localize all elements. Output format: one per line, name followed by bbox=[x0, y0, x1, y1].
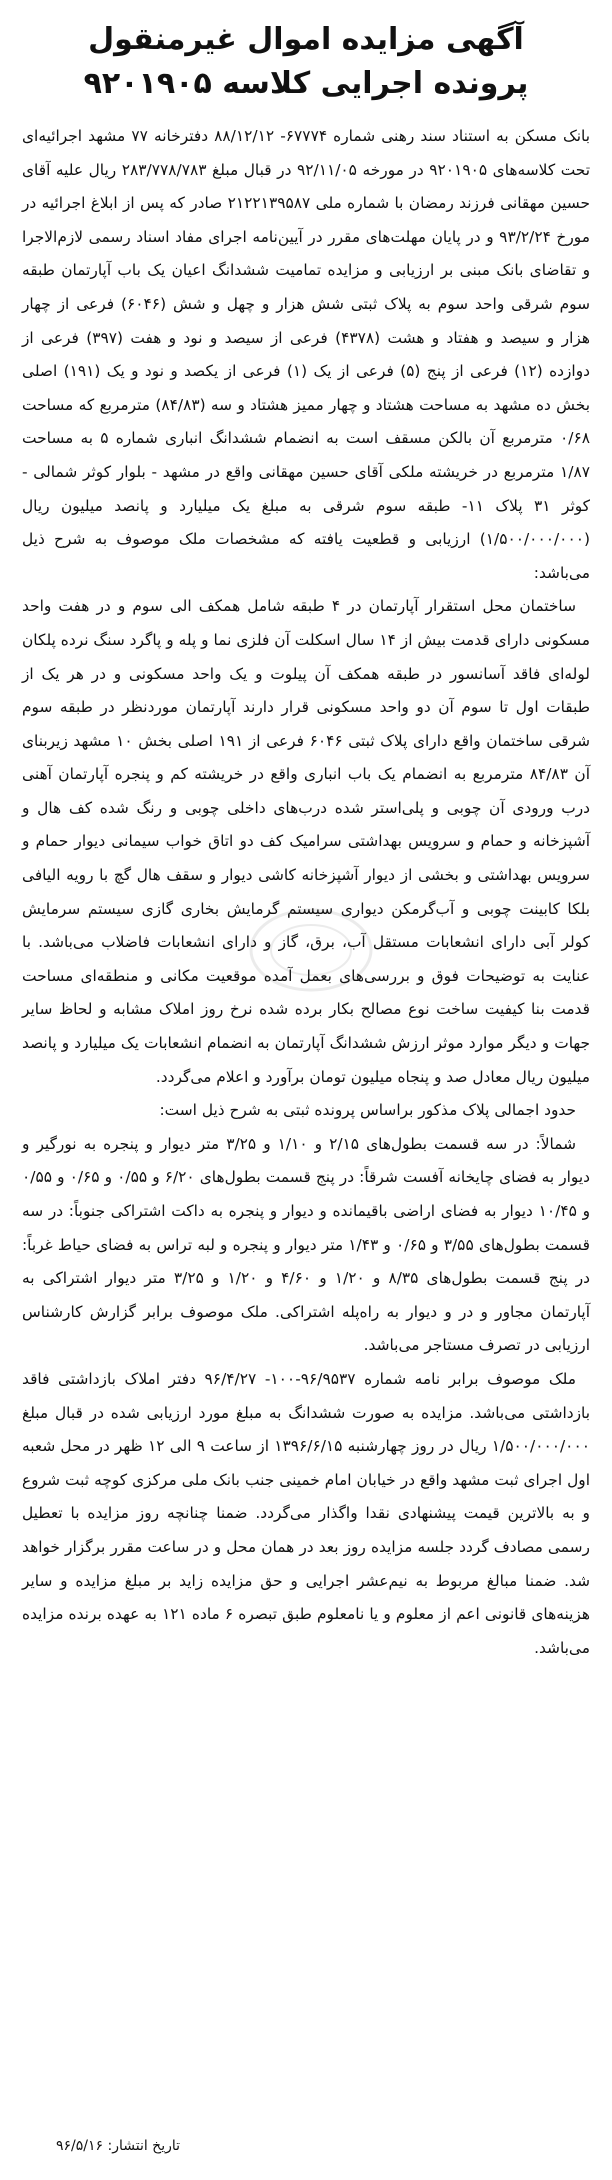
paragraph-boundaries-heading: حدود اجمالی پلاک مذکور براساس پرونده ثبتی به شرح ذیل است: bbox=[159, 1101, 576, 1120]
paragraph-building-description: ساختمان محل استقرار آپارتمان در ۴ طبقه شامل همکف الی سوم و در هفت واحد مسکونی دارای قدمت بیش از ۱۴ سال اسکلت آن فلزی نما و پله و پاگرد سنگ نرده پلکان لوله‌ای فاقد آسانسور در طبقه همکف آن پیلوت و یک واحد مسکونی و در هر یک از طبقات اول تا سوم آن دو واحد مسکونی قرار دارند آپارتمان موردنظر در طبقه سوم شرقی ساختمان واقع دارای پلاک ثبتی ۶۰۴۶ فرعی از ۱۹۱ اصلی بخش ۱۰ مشهد زیربنای آن ۸۴/۸۳ مترمربع به انضمام یک باب انباری واقع در خریشته کم و پنجره آپارتمان آهنی درب ورودی آن چوبی و پلی‌استر شده درب‌های داخلی چوبی و رنگ شده کف هال و آشپزخانه و حمام و سرویس بهداشتی سرامیک کف دو اتاق خواب سیمانی دیوار حمام و سرویس بهداشتی و بخشی از دیوار آشپزخانه کاشی دیوار و سقف هال گچ با رویه الیافی بلکا کابینت چوبی و آب‌گرمکن دیواری سیستم گرمایش بخاری گازی سیستم سرمایش کولر آبی دارای انشعابات مستقل آب، برق، گاز و دارای انشعابات فاضلاب می‌باشد. با عنایت به توضیحات فوق و بررسی‌های بعمل آمده موقعیت مکانی و منطقه‌ای مساحت قدمت بنا کیفیت ساخت نوع مصالح بکار برده شده نرخ روز املاک مشابه و لحاظ سایر جهات و دیگر موارد موثر ارزش ششدانگ آپارتمان به انضمام انشعابات یک میلیارد و پانصد میلیون ریال معادل صد و پنجاه میلیون تومان برآورد و اعلام می‌گردد. bbox=[22, 597, 590, 1086]
paragraph-auction-terms: ملک موصوف برابر نامه شماره ۹۶/۹۵۳۷-۱۰۰- ۹۶/۴/۲۷ دفتر املاک بازداشتی فاقد بازداشتی می‌باشد. مزایده به صورت ششدانگ به مبلغ مورد ارزیابی شده در قبال مبلغ ۱/۵۰۰/۰۰۰/۰۰۰ ریال در روز چهارشنبه ۱۳۹۶/۶/۱۵ از ساعت ۹ الی ۱۲ ظهر در محل شعبه اول اجرای ثبت مشهد واقع در خیابان امام خمینی جنب بانک ملی مرکزی کوچه ثبت شروع و به بالاترین قیمت پیشنهادی نقدا واگذار می‌گردد. ضمنا چنانچه روز مزایده با تعطیل رسمی مصادف گردد جلسه مزایده روز بعد در همان محل و در ساعت مقرر برگزار خواهد شد. ضمنا مبالغ مربوط به نیم‌عشر اجرایی و حق مزایده زاید بر مبلغ مزایده و سایر هزینه‌های قانونی اعم از معلوم و یا نامعلوم طبق تبصره ۶ ماده ۱۲۱ به عهده برنده مزایده می‌باشد. bbox=[22, 1369, 591, 1657]
notice-body bbox=[22, 120, 590, 1665]
publication-date: تاریخ انتشار: ۹۶/۵/۱۶ bbox=[56, 2138, 181, 2154]
notice-title-line-2: پرونده اجرایی کلاسه ۹۲۰۱۹۰۵ bbox=[83, 66, 529, 101]
notice-title-line-1: آگهی مزایده اموال غیرمنقول bbox=[88, 22, 524, 57]
paragraph-boundaries: شمالاً: در سه قسمت بطول‌های ۲/۱۵ و ۱/۱۰ و ۳/۲۵ متر دیوار و پنجره به نورگیر و دیوار به فضای چایخانه آفست شرقاً: در پنج قسمت بطول‌های ۶/۲۰ و ۰/۵۵ و ۰/۶۵ و ۰/۵۵ و ۱۰/۴۵ دیوار به فضای اراضی باقیمانده و دیوار و پنجره به داکت اشتراکی جنوباً: در سه قسمت بطول‌های ۳/۵۵ و ۰/۶۵ و ۱/۴۳ متر دیوار و پنجره و لبه تراس به فضای حیاط غرباً: در پنج قسمت بطول‌های ۸/۳۵ و ۱/۲۰ و ۴/۶۰ و ۱/۲۰ و ۳/۲۵ متر دیوار اشتراکی به آپارتمان مجاور و در و دیوار به راه‌پله اشتراکی. ملک موصوف برابر گزارش کارشناس ارزیابی در تصرف مستاجر می‌باشد. bbox=[22, 1134, 591, 1355]
paragraph-introduction: بانک مسکن به استناد سند رهنی شماره ۶۷۷۷۴- ۸۸/۱۲/۱۲ دفترخانه ۷۷ مشهد اجرائیه‌ای تحت کلاسه‌های ۹۲۰۱۹۰۵ در مورخه ۹۲/۱۱/۰۵ در قبال مبلغ ۲۸۳/۷۷۸/۷۸۳ ریال علیه آقای حسین مهقانی فرزند رمضان با شماره ملی ۲۱۲۲۱۳۹۵۸۷ صادر که پس از ابلاغ اجرائیه در مورخ ۹۳/۲/۲۴ و در پایان مهلت‌های مقرر در آیین‌نامه اجرای مفاد اسناد رسمی لازم‌الاجرا و تقاضای بانک مبنی بر ارزیابی و مزایده تمامیت ششدانگ اعیان یک باب آپارتمان طبقه سوم شرقی واحد سوم به پلاک ثبتی شش هزار و چهل و شش (۶۰۴۶) فرعی از چهار هزار و سیصد و هفتاد و هشت (۴۳۷۸) فرعی از سیصد و نود و هفت (۳۹۷) فرعی از دوازده (۱۲) فرعی از پنج (۵) فرعی از یک (۱) فرعی از یکصد و نود و یک (۱۹۱) اصلی بخش ده مشهد به مساحت هشتاد و چهار ممیز هشتاد و سه (۸۴/۸۳) مترمربع که مساحت ۰/۶۸ مترمربع آن بالکن مسقف است به انضمام ششدانگ انباری شماره ۵ به مساحت ۱/۸۷ مترمربع در خریشته ملکی آقای حسین مهقانی واقع در مشهد - بلوار کوثر شمالی - کوثر ۳۱ پلاک ۱۱- طبقه سوم شرقی به مبلغ یک میلیارد و پانصد میلیون ریال (۱/۵۰۰/۰۰۰/۰۰۰) ارزیابی و قطعیت یافته که مشخصات ملک موصوف به شرح ذیل می‌باشد: bbox=[22, 127, 591, 582]
faint-watermark-graphic bbox=[246, 905, 376, 995]
